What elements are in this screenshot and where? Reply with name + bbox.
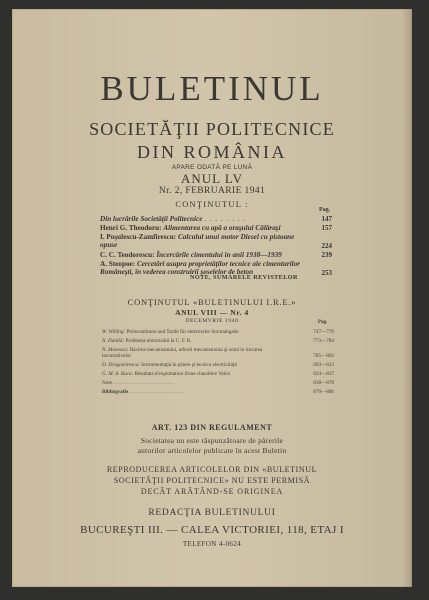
bulletin-item-page: 838—878 (313, 380, 334, 386)
bulletin-item-author: N. Manescu: (102, 347, 129, 353)
contents-item-page: 239 (321, 251, 332, 259)
issue-number: Nr. 2, FEBRUARIE 1941 (158, 186, 266, 196)
reproduction-notice-line-2: SOCIETĂŢII POLITECNICE» NU ESTE PERMISĂ (113, 476, 311, 485)
reproduction-notice-line-1: REPRODUCEREA ARTICOLELOR DIN «BULETINUL (106, 465, 318, 474)
contents-item-title: Alimentarea cu apă a oraşului Călăraşi (163, 224, 281, 232)
bulletin-contents-heading: CONŢINUTUL «BULETINULUI I.R.E.» (127, 297, 297, 307)
contents-item-page: 157 (321, 224, 332, 232)
editorial-heading: REDACŢIA BULETINULUI (148, 508, 276, 518)
volume-year: ANUL LV (180, 171, 243, 186)
bulletin-item-title: Preiscontituen und Tarife für elektrische Stromabgabe (126, 329, 239, 335)
contents-item-page: 224 (321, 242, 332, 250)
contents-item-author: I. Poşulescu-Zamfirescu: (100, 233, 177, 241)
bulletin-item-page: 747—770 (313, 329, 334, 335)
bulletin-item-page: 824—837 (313, 371, 334, 377)
contents-item-title: Din lucrările Societăţii Politecnice (100, 215, 203, 223)
reproduction-notice-line-3: DECÂT ARĂTÂND-SE ORIGINEA (140, 487, 284, 496)
bulletin-page-heading: Pag. (318, 320, 328, 325)
contents-note: NOTE, SUMARELE REVISTELOR (190, 274, 298, 281)
bulletin-item-title: Résultats d'exploitation d'une chaudière Velox (134, 371, 231, 377)
regulation-line-1: Societatea nu este răspunzătoare de părerile (140, 436, 284, 445)
bulletin-date: DECEMVRIE 1940 (185, 318, 239, 324)
regulation-line-2: autorilor articolelor publicate în acest Buletin (137, 446, 287, 455)
contents-item-author: Henri G. Theodoru: (100, 224, 162, 232)
contents-item-page: 253 (321, 269, 332, 277)
publication-frequency: APARE ODATĂ PE LUNĂ (171, 164, 253, 171)
bulletin-item-title: Instrumentaţia în şiitere şi tecnica electricităţii (141, 362, 238, 368)
editorial-phone: TELEFON 4-0624 (182, 540, 242, 548)
cover-subtitle-1: SOCIETĂŢII POLITECNICE (89, 119, 335, 139)
contents-item (100, 233, 332, 251)
contents-heading: CONŢINUTUL : (175, 199, 249, 209)
bulletin-item-page: 773—784 (313, 338, 334, 344)
contents-item-title: Încercările cimentului în anii 1938—1939 (156, 251, 282, 259)
bulletin-item-title: Răcirea mecanismului, arborii mecanismului şi solul în lucrarea locomotivelor (102, 347, 263, 359)
bulletin-item-page: 879—886 (313, 389, 334, 395)
bulletin-item-author: N. Dunilă: (102, 338, 125, 344)
bulletin-item-author: D. Dragomirescu: (102, 362, 140, 368)
bulletin-item-title: Problema motorisării la C. F. R. (125, 338, 192, 344)
bulletin-item-page: 785—802 (313, 353, 334, 359)
contents-page-heading: Pag. (319, 207, 331, 213)
contents-item-page: 147 (321, 215, 332, 223)
contents-item (100, 260, 332, 286)
bulletin-item-title: Note (102, 380, 113, 386)
contents-item-title: Calculul unui motor Diesel cu pistoane opuse (100, 233, 295, 250)
contents-item-author: C. C. Teodorescu: (100, 251, 155, 259)
bulletin-item-author: G. M. A. Bacu: (102, 371, 134, 377)
bulletin-item-page: 803—823 (313, 362, 334, 368)
bulletin-item-title: Bibliografie (102, 389, 129, 395)
cover-subtitle-2: DIN ROMÂNIA (137, 142, 287, 162)
bulletin-item-author: W. Willing: (102, 329, 126, 335)
bulletin-volume: ANUL VIII — Nr. 4 (175, 308, 249, 317)
cover-title: BULETINUL (100, 69, 324, 108)
magazine-cover: BULETINUL SOCIETĂŢII POLITECNICE DIN ROMÂNIA APARE ODATĂ PE LUNĂ ANUL LV Nr. 2, FEBRUARIE 1941 CONŢINUTUL : Pag. Din lucrările Societăţii Politecnice . . . . . . . . 147 Henri G. Theodoru: Alimentarea cu apă a oraşului Călăraşi 157 I. Poşulescu-Zamfirescu: Calculul unui motor Diesel cu pistoane opuse 224 C. C. Teodorescu: Încercările cimentului în anii 1938—1939 239 A. Steopoe: Cercetări asupra proprietăţilor tecnice ale cimenturilor Româneşti, în vederea construirii şoselelor de beton 253 NOTE, SUMARELE REVISTELOR CONŢINUTUL «BULETINULUI I.R.E.» ANUL VIII — Nr. 4 DECEMVRIE 1940 Pag. W. Willing: Preiscontituen und Tarife für elektrische Stromabgabe 747—770 N. Dunilă: Problema motorisării la C. F. R. 773—784 N. Manescu: Răcirea mecanismului, arborii mecanismului şi solul în lucrarea locomotivelor 785—802 D. Dragomirescu: Instrumentaţia în şiitere şi tecnica electricităţii 803—823 G. M. A. Bacu: Résultats d'exploitation d'une chaudière Velox 824—837 Note . . . . . . . . . . . . . . . . . . . . . . . . 838—878 Bibliografie . . . . . . . . . . . . . . . . . . . . . 879—886 ART. 123 DIN REGULAMENT Societatea nu este răspunzătoare de părerile autorilor articolelor publicate în acest Buletin REPRODUCEREA ARTICOLELOR DIN «BULETINUL SOCIETĂŢII POLITECNICE» NU ESTE PERMISĂ DECÂT ARĂTÂND-SE ORIGINEA REDACŢIA BULETINULUI BUCUREŞTI III. — CALEA VICTORIEI, 118, ETAJ I TELEFON 4-0624 (12, 9, 412, 587)
contents-item: Din lucrările Societăţii Politecnice . . . . . . . . 147 (100, 215, 332, 223)
contents-item-author: A. Steopoe: (100, 260, 136, 268)
contents-item-title: Cercetări asupra proprietăţilor tecnice ale cimenturilor Româneşti, în vederea construirii şoselelor de beton (100, 260, 301, 277)
regulation-heading: ART. 123 DIN REGULAMENT (151, 423, 273, 432)
editorial-address: BUCUREŞTI III. — CALEA VICTORIEI, 118, ETAJ I (80, 524, 344, 536)
